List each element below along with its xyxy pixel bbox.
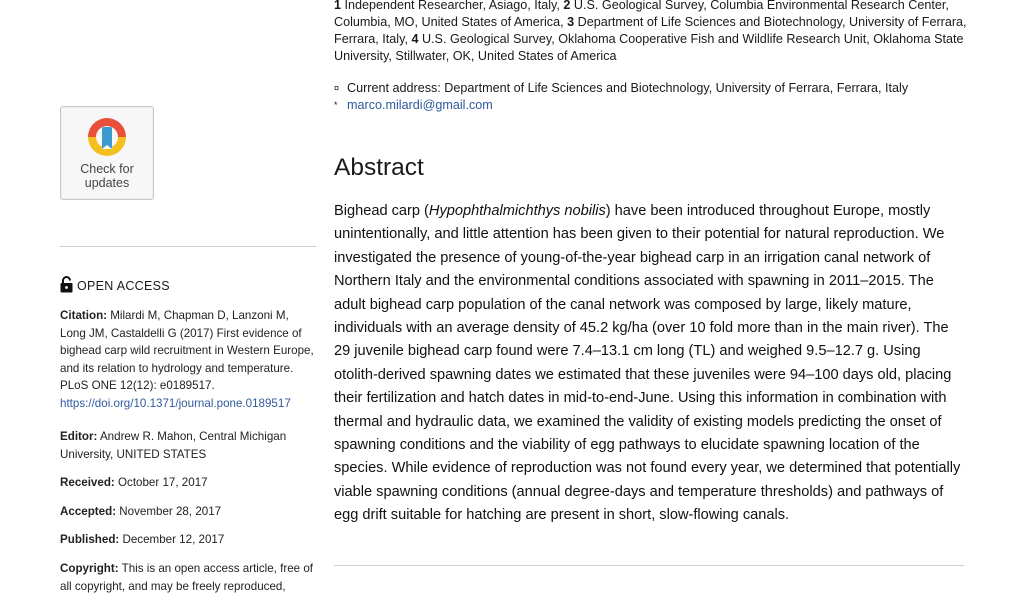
current-address-text: Current address: Department of Life Sciences and Biotechnology, University of Ferrara, Ferrara, Italy — [347, 81, 909, 95]
affil-num: 4 — [411, 32, 419, 46]
sidebar-divider — [60, 246, 316, 247]
abstract-heading: Abstract — [334, 154, 424, 181]
abstract-text — [334, 200, 962, 528]
published-label: Published: — [60, 533, 120, 546]
abstract-intro: Bighead carp ( — [334, 203, 429, 219]
corresponding-email — [334, 97, 974, 114]
open-access-label — [60, 276, 170, 293]
affiliations — [334, 0, 974, 65]
citation-doi-link[interactable]: https://doi.org/10.1371/journal.pone.0189517 — [60, 396, 291, 410]
email-link[interactable]: marco.milardi@gmail.com — [347, 98, 493, 112]
affil-text: Department of Life Sciences and Biotechnology, University of Ferrara, Ferrara, Italy, — [334, 15, 967, 46]
affil-text: U.S. Geological Survey, Columbia Environmental Research Center, Columbia, MO, United States of America, — [334, 0, 949, 29]
email-symbol: * — [334, 100, 338, 110]
editor-text: Andrew R. Mahon, Central Michigan University, UNITED STATES — [60, 430, 287, 461]
current-address — [334, 80, 974, 97]
received-label: Received: — [60, 476, 115, 489]
published-date: December 12, 2017 — [119, 533, 225, 546]
badge-line-2: updates — [84, 175, 130, 190]
affil-num: 2 — [563, 0, 571, 12]
citation-text: Milardi M, Chapman D, Lanzoni M, Long JM, Castaldelli G (2017) First evidence of bighead carp wild recruitment in Western Europe, and its relation to hydrology and temperature. PLoS ONE 12(12): e0189517. — [60, 309, 314, 393]
author-notes — [334, 80, 974, 114]
open-access-text: OPEN ACCESS — [77, 279, 170, 293]
section-divider — [334, 565, 964, 566]
open-lock-icon — [60, 276, 73, 293]
abstract-body: ) have been introduced throughout Europe, mostly unintentionally, and little attention has been given to their potential for natural reproduction. We investigated the presence of young-of-the-year bighead carp in an irrigation canal network of Northern Italy and the environmental conditions associated with spawning in 2011–2015. The adult bighead carp population of the canal network was composed by large, likely mature, individuals with an average density of 45.2 kg/ha (over 10 fold more than in the main river). The 29 juvenile bighead carp found were 7.4–13.1 cm long (TL) and weighed 9.5–12.7 g. Using otolith-derived spawning dates we estimated that these juveniles were 94–100 days old, placing their fertilization and hatch dates in mid-to-end-June. Using this information in combination with thermal and hydraulic data, we examined the validity of existing models predicting the onset of spawning conditions and the viability of egg pathways to elucidate spawning location of the species. While evidence of reproduction was not found every year, we determined that potentially viable spawning conditions (annual degree-days and temperature thresholds) and pathways of egg drift suitable for hatching are present in short, slow-flowing canals. — [334, 203, 961, 524]
affil-text: U.S. Geological Survey, Oklahoma Cooperative Fish and Wildlife Research Unit, Oklahoma State University, Stillwater, OK, United States of America — [334, 32, 964, 63]
badge-line-1: Check for — [80, 162, 134, 176]
affil-num: 1 — [334, 0, 342, 12]
copyright-block — [60, 560, 316, 595]
accepted-date: November 28, 2017 — [116, 505, 222, 518]
published-line — [60, 531, 316, 549]
editor-label: Editor: — [60, 430, 98, 443]
editor-block — [60, 428, 316, 463]
affil-text: Independent Researcher, Asiago, Italy, — [341, 0, 564, 12]
affil-num: 3 — [567, 15, 575, 29]
copyright-label: Copyright: — [60, 562, 119, 575]
accepted-line — [60, 503, 316, 521]
species-name: Hypophthalmichthys nobilis — [428, 203, 606, 219]
citation-block — [60, 307, 316, 413]
copyright-text: This is an open access article, free of all copyright, and may be freely reproduced, — [60, 562, 314, 593]
badge-label — [61, 163, 153, 190]
citation-label: Citation: — [60, 309, 108, 322]
accepted-label: Accepted: — [60, 505, 117, 518]
crossmark-icon — [84, 114, 130, 160]
received-date: October 17, 2017 — [114, 476, 208, 489]
check-for-updates-badge[interactable] — [60, 106, 154, 200]
received-line — [60, 474, 316, 492]
current-address-symbol: ¤ — [334, 83, 340, 93]
